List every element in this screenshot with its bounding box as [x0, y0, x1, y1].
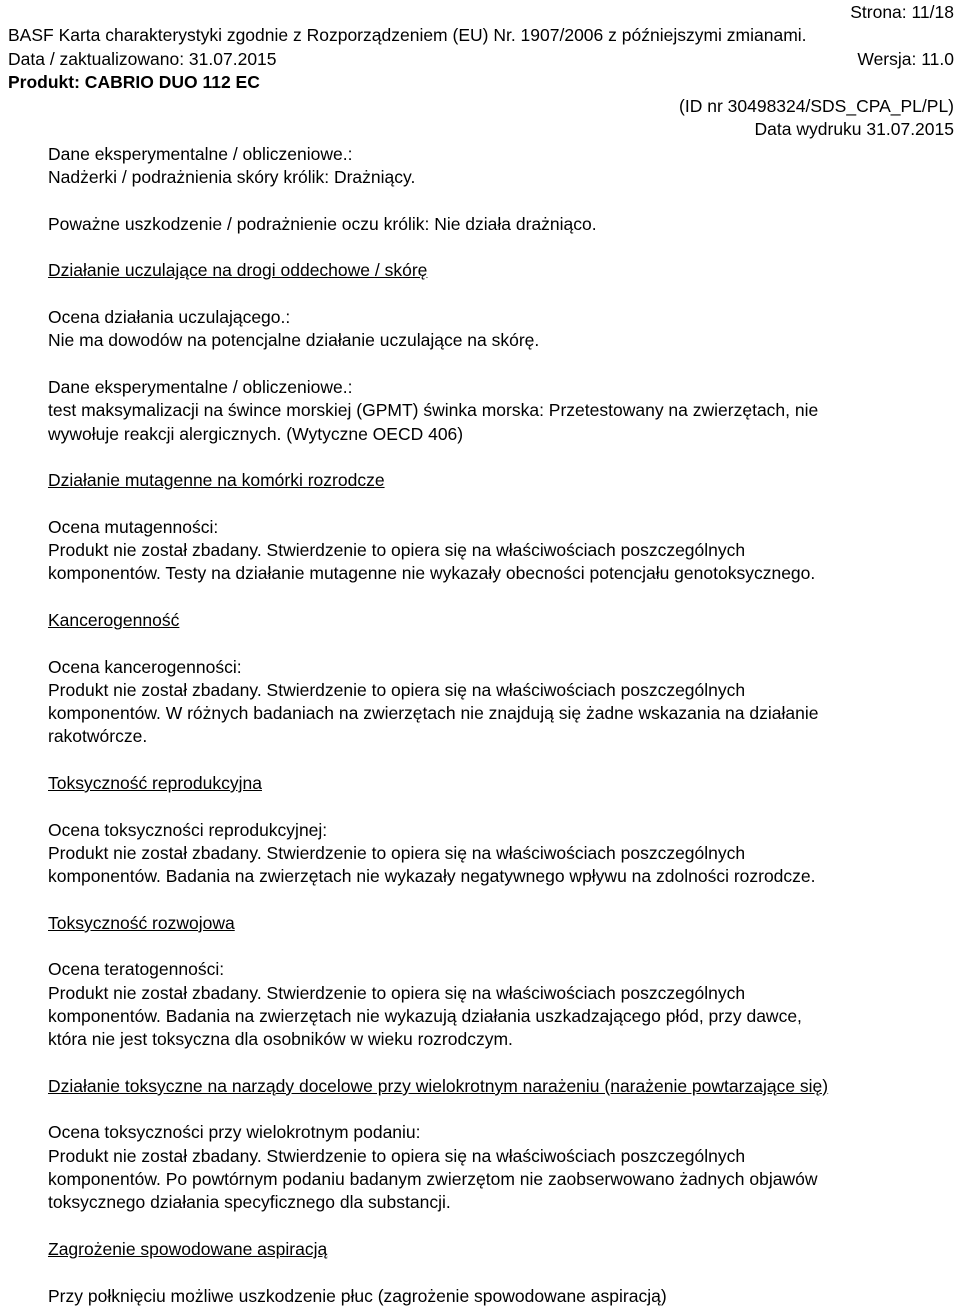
repeated-exposure-line: Produkt nie został zbadany. Stwierdzenie to opiera się na właściwościach poszczególnych [48, 1145, 746, 1166]
mutagenicity-heading: Działanie mutagenne na komórki rozrodcze [48, 470, 385, 491]
sensitization-assessment-text: Nie ma dowodów na potencjalne działanie uczulające na skórę. [48, 330, 540, 351]
repeated-exposure-label: Ocena toksyczności przy wielokrotnym podaniu: [48, 1122, 421, 1143]
document-title: BASF Karta charakterystyki zgodnie z Rozporządzeniem (EU) Nr. 1907/2006 z późniejszymi zmianami. [8, 25, 807, 45]
carcinogenicity-line: rakotwórcze. [48, 726, 148, 747]
sensitization-exp-line: wywołuje reakcji alergicznych. (Wytyczne OECD 406) [48, 423, 464, 444]
developmental-line: komponentów. Badania na zwierzętach nie wykazują działania uszkadzającego płód, przy dawce, [48, 1005, 802, 1026]
carcinogenicity-line: komponentów. W różnych badaniach na zwierzętach nie znajdują się żadne wskazania na działanie [48, 703, 819, 724]
product-name: Produkt: CABRIO DUO 112 EC [8, 72, 260, 92]
skin-irritation-text: Nadżerki / podrażnienia skóry królik: Drażniący. [48, 167, 416, 188]
reproductive-line: Produkt nie został zbadany. Stwierdzenie to opiera się na właściwościach poszczególnych [48, 842, 746, 863]
mutagenicity-line: Produkt nie został zbadany. Stwierdzenie to opiera się na właściwościach poszczególnych [48, 540, 746, 561]
developmental-line: Produkt nie został zbadany. Stwierdzenie to opiera się na właściwościach poszczególnych [48, 982, 746, 1003]
carcinogenicity-line: Produkt nie został zbadany. Stwierdzenie to opiera się na właściwościach poszczególnych [48, 679, 746, 700]
mutagenicity-line: komponentów. Testy na działanie mutagenne nie wykazały obecności potencjału genotoksycznego. [48, 563, 816, 584]
reproductive-label: Ocena toksyczności reprodukcyjnej: [48, 819, 328, 840]
carcinogenicity-label: Ocena kancerogenności: [48, 656, 242, 677]
reproductive-line: komponentów. Badania na zwierzętach nie wykazały negatywnego wpływu na zdolności rozrodcze. [48, 866, 816, 887]
document-body [48, 143, 953, 1308]
aspiration-text: Przy połknięciu możliwe uszkodzenie płuc (zagrożenie spowodowane aspiracją) [48, 1285, 667, 1306]
repeated-exposure-line: toksycznego działania specyficznego dla substancji. [48, 1192, 451, 1213]
eye-irritation-text: Poważne uszkodzenie / podrażnienie oczu królik: Nie działa drażniąco. [48, 213, 597, 234]
page-number: Strona: 11/18 [850, 2, 954, 22]
document-header [8, 0, 954, 142]
print-date: Data wydruku 31.07.2015 [754, 119, 954, 139]
repeated-exposure-line: komponentów. Po powtórnym podaniu badanym zwierzętom nie zaobserwowano żadnych objawów [48, 1169, 818, 1190]
document-id: (ID nr 30498324/SDS_CPA_PL/PL) [679, 96, 954, 116]
skin-exp-label: Dane eksperymentalne / obliczeniowe.: [48, 144, 353, 164]
sensitization-exp-line: test maksymalizacji na śwince morskiej (GPMT) świnka morska: Przetestowany na zwierzętach, nie [48, 400, 819, 421]
sensitization-exp-label: Dane eksperymentalne / obliczeniowe.: [48, 376, 353, 397]
developmental-heading: Toksyczność rozwojowa [48, 912, 235, 933]
repeated-exposure-heading: Działanie toksyczne na narządy docelowe przy wielokrotnym narażeniu (narażenie powtarzające się) [48, 1075, 829, 1096]
developmental-line: która nie jest toksyczna dla osobników w wieku rozrodczym. [48, 1029, 513, 1050]
carcinogenicity-heading: Kancerogenność [48, 609, 180, 630]
sensitization-heading: Działanie uczulające na drogi oddechowe / skórę [48, 260, 428, 281]
sensitization-assessment-label: Ocena działania uczulającego.: [48, 307, 291, 328]
updated-date: Data / zaktualizowano: 31.07.2015 [8, 49, 277, 69]
mutagenicity-label: Ocena mutagenności: [48, 516, 219, 537]
aspiration-heading: Zagrożenie spowodowane aspiracją [48, 1238, 328, 1259]
reproductive-heading: Toksyczność reprodukcyjna [48, 773, 262, 794]
developmental-label: Ocena teratogenności: [48, 959, 225, 980]
version-number: Wersja: 11.0 [857, 49, 954, 69]
